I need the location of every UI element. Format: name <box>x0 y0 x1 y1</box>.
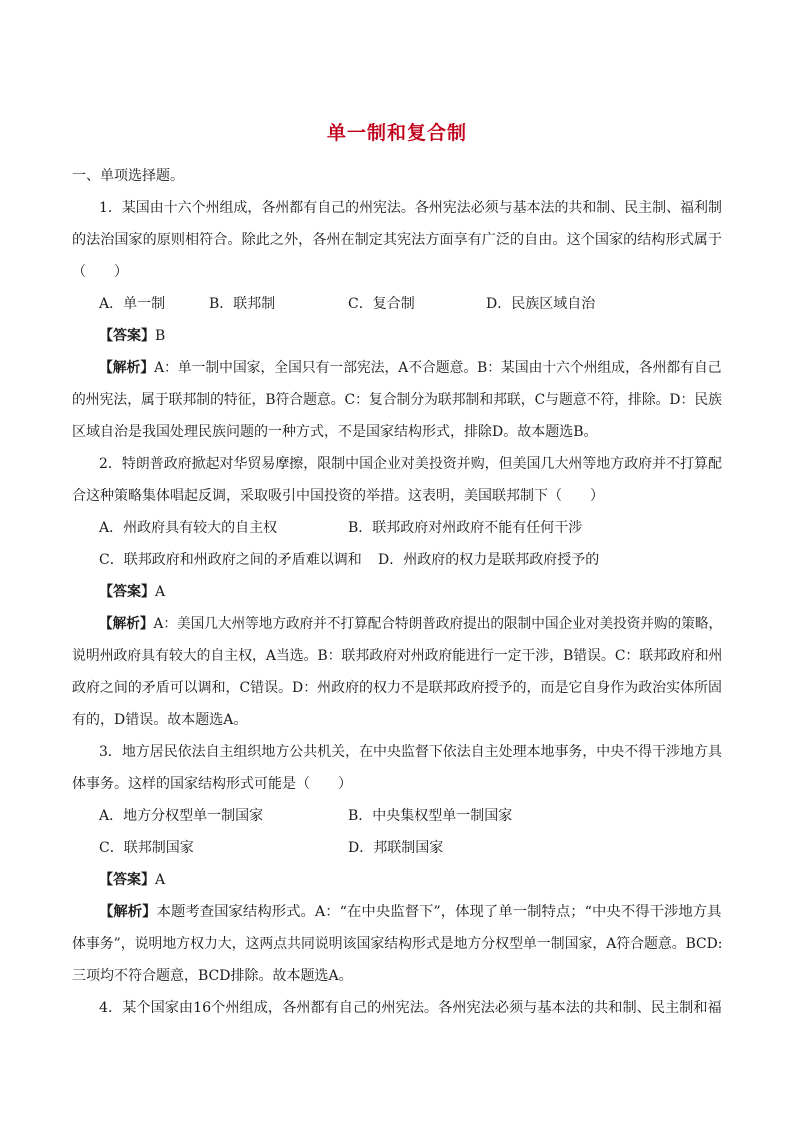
q1-answer <box>99 320 165 352</box>
q2-option-c: C．联邦政府和州政府之间的矛盾难以调和 <box>99 552 362 568</box>
analysis-text: A：美国几大州等地方政府并不打算配合特朗普政府提出的限制中国企业对美投资并购的策略， <box>153 616 723 632</box>
q3-option-d: D．邦联制国家 <box>348 840 444 856</box>
q1-analysis-line: 区域自治是我国处理民族问题的一种方式，不是国家结构形式，排除D。故本题选B。 <box>72 424 598 440</box>
q1-stem-line: 的法治国家的原则相符合。除此之外，各州在制定其宪法方面享有广泛的自由。这个国家的结构形式属于 <box>72 232 722 248</box>
q2-analysis-line: 政府之间的矛盾可以调和，C错误。D：州政府的权力不是联邦政府授予的，而是它自身作为政治实体所固 <box>72 680 722 696</box>
q1-option-b: B．联邦制 <box>209 296 276 312</box>
q3-analysis-line: 体事务”，说明地方权力大，这两点共同说明该国家结构形式是地方分权型单一制国家，A符合题意。BCD: <box>72 936 723 952</box>
q2-analysis-line: 说明州政府具有较大的自主权，A当选。B：联邦政府对州政府能进行一定干涉，B错误。C：联邦政府和州 <box>72 648 723 664</box>
answer-value: A <box>155 872 166 888</box>
q3-analysis-line <box>99 896 722 928</box>
q2-answer <box>99 576 165 608</box>
q2-stem-line: 合这种策略集体唱起反调，采取吸引中国投资的举措。这表明，美国联邦制下（ ） <box>72 488 604 504</box>
q2-option-d: D．州政府的权力是联邦政府授予的 <box>378 552 600 568</box>
q3-stem-line: 3．地方居民依法自主组织地方公共机关，在中央监督下依法自主处理本地事务，中央不得干涉地方具 <box>99 744 722 760</box>
q3-option-a: A．地方分权型单一制国家 <box>99 808 264 824</box>
answer-value: A <box>155 584 166 600</box>
answer-value: B <box>155 328 166 344</box>
analysis-label: 【解析】 <box>99 360 155 376</box>
q2-stem-line: 2．特朗普政府掀起对华贸易摩擦，限制中国企业对美投资并购，但美国几大州等地方政府并不打算配 <box>99 456 722 472</box>
q1-analysis-line: 的州宪法，属于联邦制的特征，B符合题意。C：复合制分为联邦制和邦联，C与题意不符，排除。D：民族 <box>72 392 722 408</box>
q2-analysis-line <box>99 608 722 640</box>
q3-option-c: C．联邦制国家 <box>99 840 194 856</box>
analysis-label: 【解析】 <box>99 904 157 920</box>
q3-analysis-line: 三项均不符合题意，BCD排除。故本题选A。 <box>72 968 353 984</box>
q3-stem-line: 体事务。这样的国家结构形式可能是（ ） <box>72 776 352 792</box>
answer-label: 【答案】 <box>99 872 155 888</box>
q1-option-a: A．单一制 <box>99 296 166 312</box>
analysis-text: A：单一制中国家，全国只有一部宪法，A不合题意。B：某国由十六个州组成，各州都有自己 <box>154 360 722 376</box>
answer-label: 【答案】 <box>99 328 155 344</box>
q4-stem-line: 4．某个国家由16个州组成，各州都有自己的州宪法。各州宪法必须与基本法的共和制、民主制和福 <box>99 1000 722 1016</box>
section-heading: 一、单项选择题。 <box>72 168 184 184</box>
q1-option-c: C．复合制 <box>348 296 415 312</box>
page-title: 单一制和复合制 <box>326 122 467 144</box>
q2-option-b: B．联邦政府对州政府不能有任何干涉 <box>348 520 583 536</box>
q2-analysis-line: 有的，D错误。故本题选A。 <box>72 712 248 728</box>
answer-label: 【答案】 <box>99 584 155 600</box>
q1-option-d: D．民族区域自治 <box>486 296 596 312</box>
q3-option-b: B．中央集权型单一制国家 <box>348 808 513 824</box>
analysis-label: 【解析】 <box>99 616 154 632</box>
analysis-text: 本题考查国家结构形式。A：“在中央监督下”，体现了单一制特点；“中央不得干涉地方具 <box>156 904 722 920</box>
q3-answer <box>99 864 165 896</box>
q1-analysis-line <box>99 352 722 384</box>
q2-option-a: A．州政府具有较大的自主权 <box>99 520 278 536</box>
q1-stem-line: 1．某国由十六个州组成，各州都有自己的州宪法。各州宪法必须与基本法的共和制、民主制、福利制 <box>99 200 722 216</box>
q1-stem-line: （ ） <box>72 264 128 280</box>
